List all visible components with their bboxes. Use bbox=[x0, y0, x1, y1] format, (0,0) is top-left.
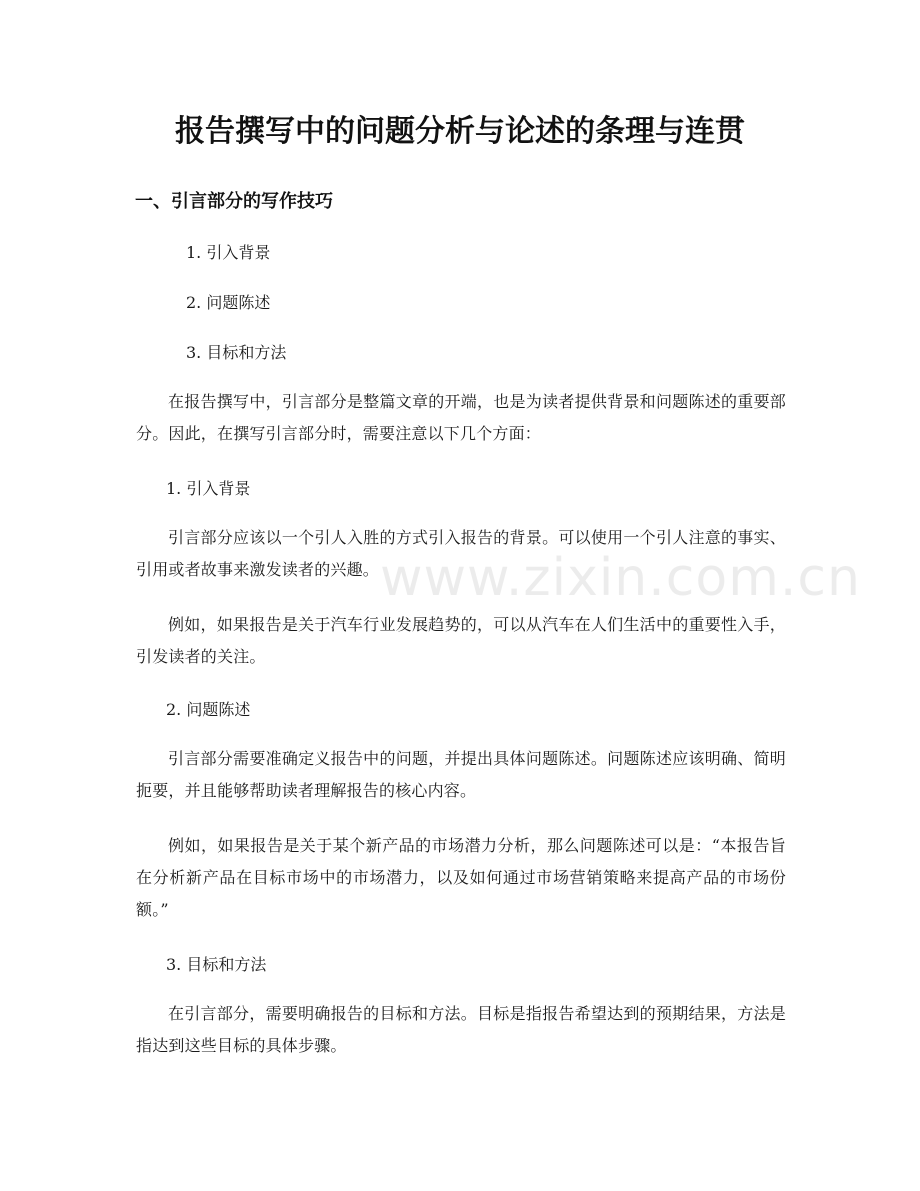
goals-paragraph: 在引言部分，需要明确报告的目标和方法。目标是指报告希望达到的预期结果，方法是指达到这些目标的具体步骤。 bbox=[136, 1004, 786, 1055]
subheading-problem: 2. 问题陈述 bbox=[166, 700, 251, 719]
outline-list bbox=[186, 240, 286, 390]
section-heading: 一、引言部分的写作技巧 bbox=[135, 191, 333, 212]
outline-item: 2. 问题陈述 bbox=[186, 293, 271, 312]
document-title: 报告撰写中的问题分析与论述的条理与连贯 bbox=[175, 114, 745, 149]
subheading-background: 1. 引入背景 bbox=[166, 479, 251, 498]
problem-example-paragraph: 例如，如果报告是关于某个新产品的市场潜力分析，那么问题陈述可以是：“本报告旨在分析新产品在目标市场中的市场潜力，以及如何通过市场营销策略来提高产品的市场份额。” bbox=[136, 836, 786, 919]
outline-item: 1. 引入背景 bbox=[186, 243, 271, 262]
outline-item: 3. 目标和方法 bbox=[186, 343, 287, 362]
subheading-goals: 3. 目标和方法 bbox=[166, 955, 267, 974]
background-example-paragraph: 例如，如果报告是关于汽车行业发展趋势的，可以从汽车在人们生活中的重要性入手，引发读者的关注。 bbox=[136, 615, 786, 666]
problem-paragraph: 引言部分需要准确定义报告中的问题，并提出具体问题陈述。问题陈述应该明确、简明扼要，并且能够帮助读者理解报告的核心内容。 bbox=[136, 749, 786, 800]
intro-paragraph: 在报告撰写中，引言部分是整篇文章的开端，也是为读者提供背景和问题陈述的重要部分。因此，在撰写引言部分时，需要注意以下几个方面： bbox=[136, 392, 786, 443]
background-paragraph: 引言部分应该以一个引人入胜的方式引入报告的背景。可以使用一个引人注意的事实、引用或者故事来激发读者的兴趣。 bbox=[136, 528, 786, 579]
watermark: www.zixin.com.cn bbox=[380, 548, 861, 608]
